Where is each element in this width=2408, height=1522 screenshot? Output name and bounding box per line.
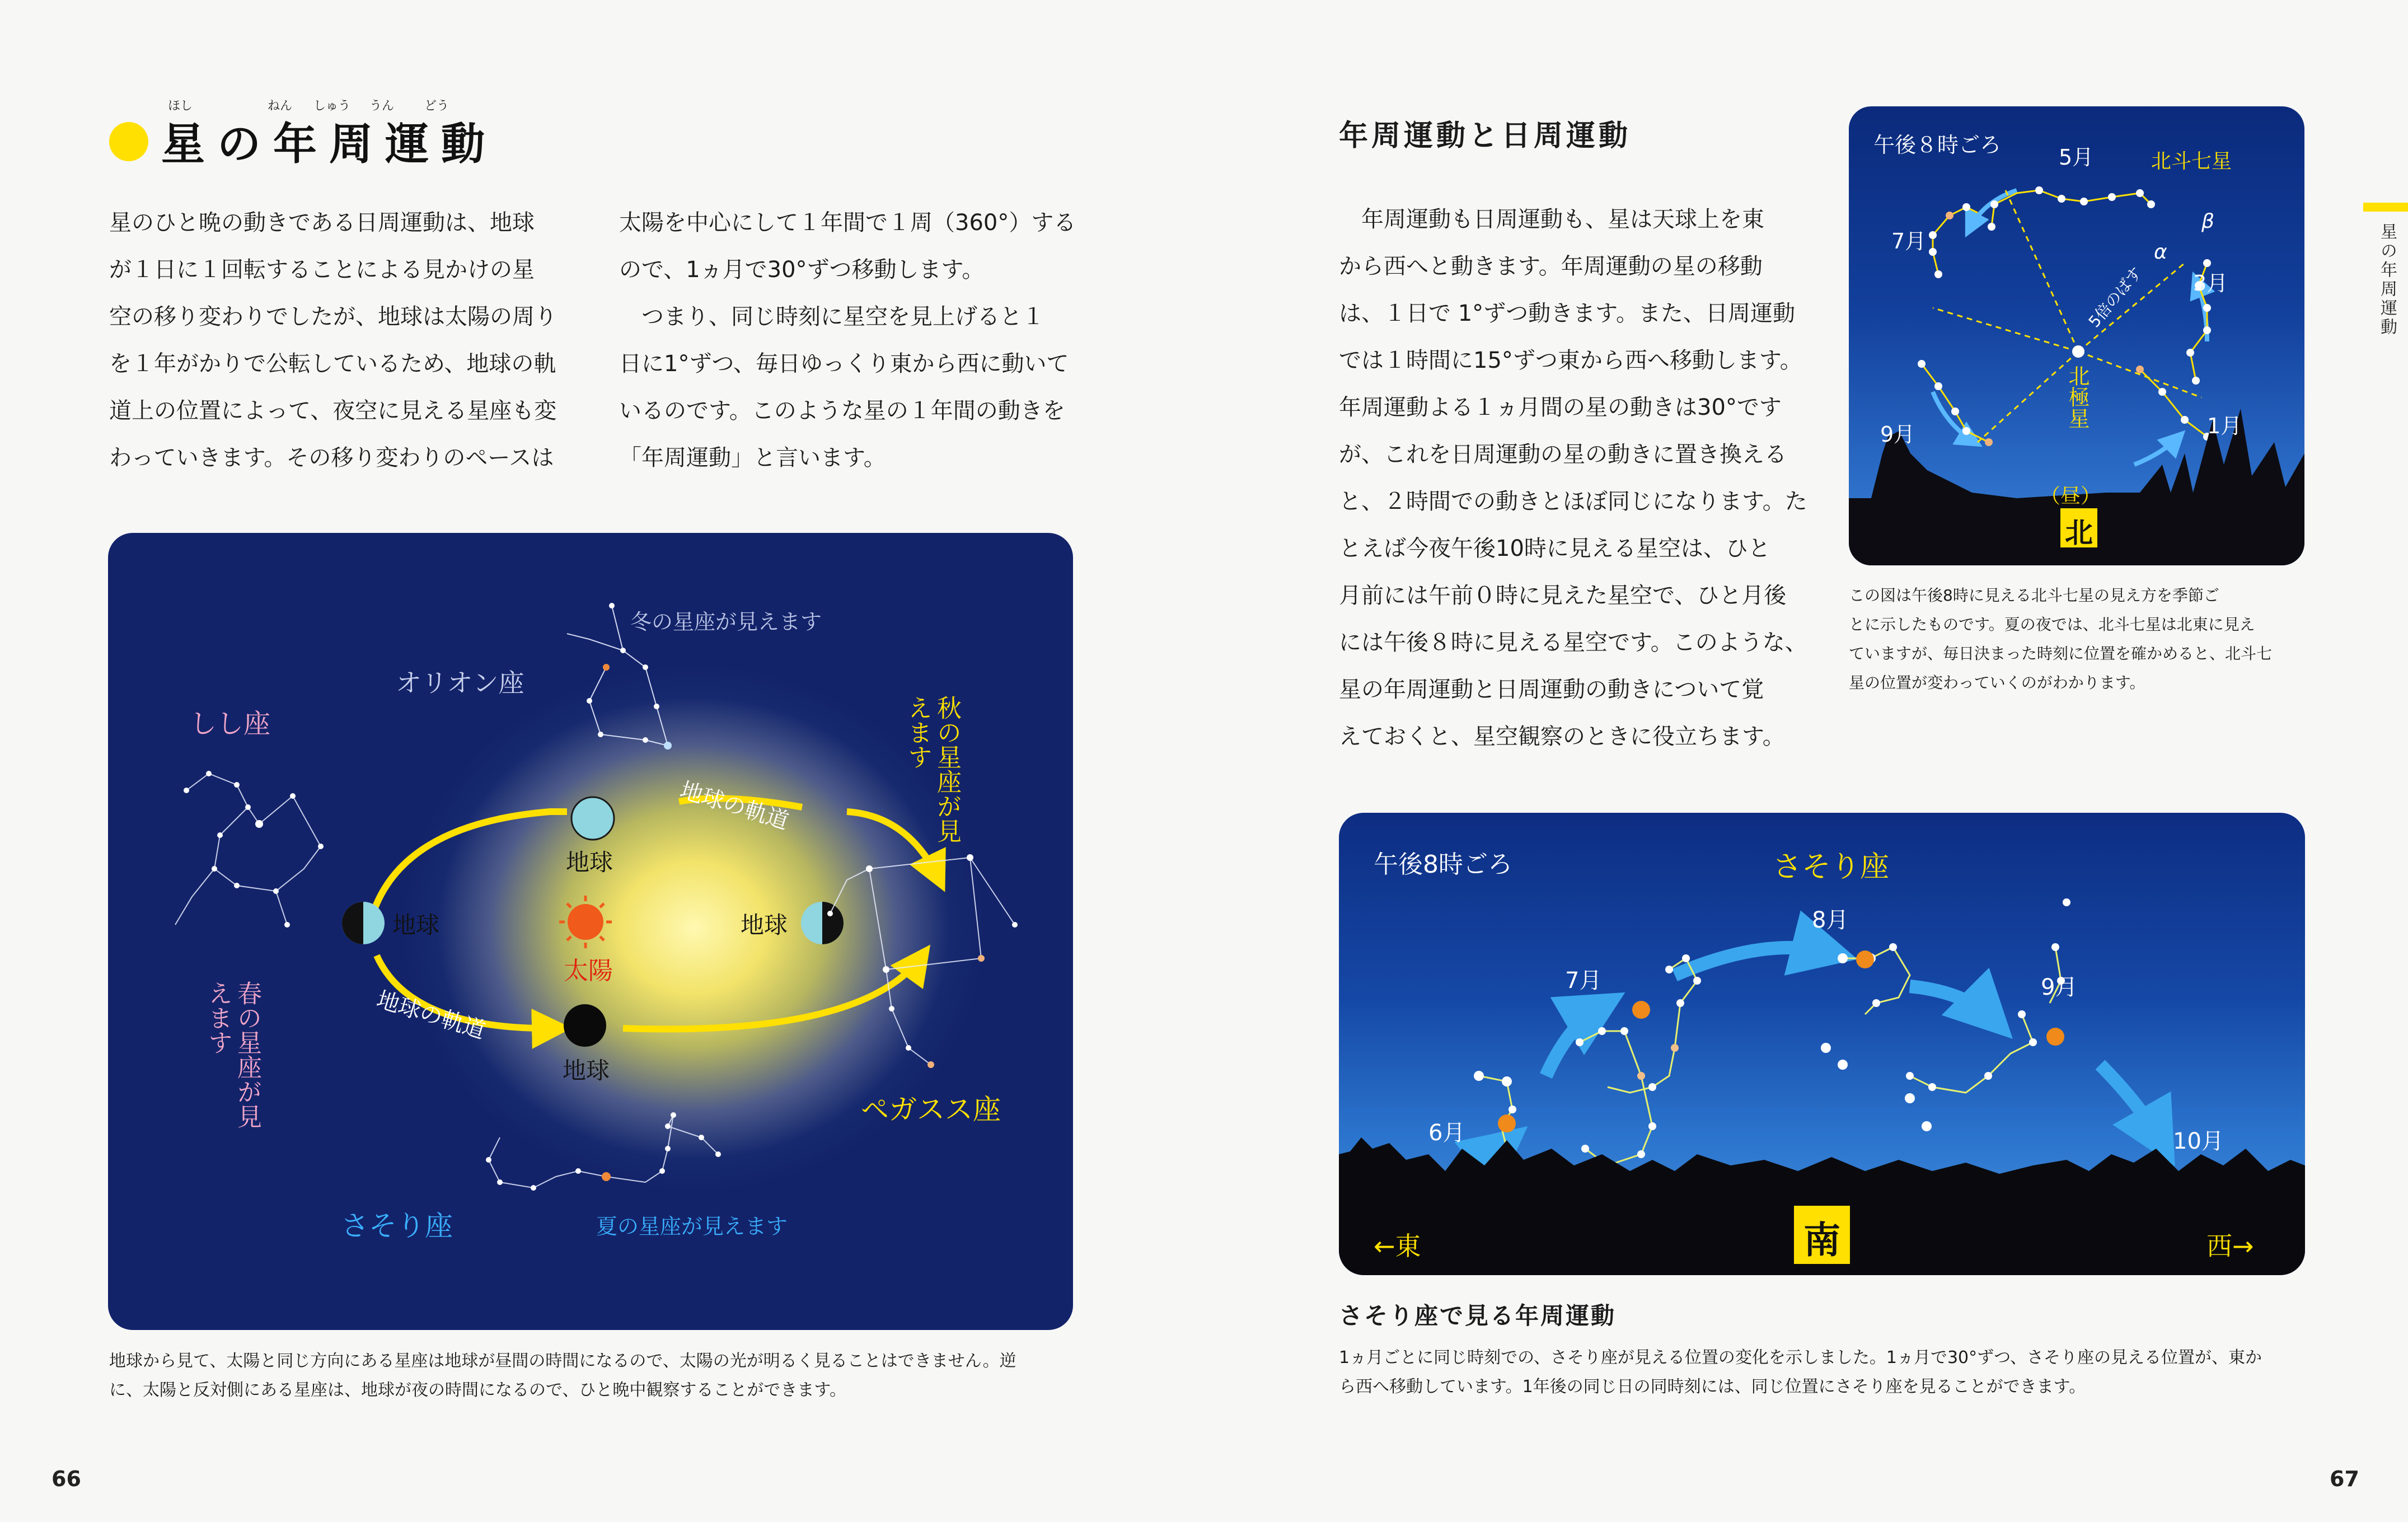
text-line: 年周運動よる１ヵ月間の星の動きは30°です — [1339, 395, 1782, 420]
leo-stars — [184, 771, 324, 928]
scorpio-name-label: さそり座 — [1773, 850, 1890, 884]
dipper-month-5: 5月 — [2059, 145, 2094, 170]
page-number-right: 67 — [2330, 1467, 2359, 1491]
text-line: は、１日で 1°ずつ動きます。また、日周運動 — [1339, 301, 1795, 326]
earth-right-label: 地球 — [741, 911, 788, 939]
caption-line: ていますが、毎日決まった時刻に位置を確かめると、北斗七 — [1849, 644, 2273, 663]
text-line: と、２時間での動きとほぼ同じになります。た — [1339, 489, 1807, 514]
text-line: つまり、同じ時刻に星空を見上げると１ — [619, 304, 1044, 330]
orbit-caption — [109, 1347, 1016, 1405]
text-line: 「年周運動」と言います。 — [619, 445, 886, 471]
pegasus-constellation — [830, 858, 1015, 1065]
text-line: えておくと、星空観察のときに役立ちます。 — [1339, 724, 1785, 750]
leo-constellation — [175, 774, 321, 925]
text-line: が１日に１回転することによる見かけの星 — [109, 257, 535, 283]
spring-caption: 春の星座が見えます — [204, 981, 261, 1128]
ruby: どう — [424, 99, 449, 113]
dipper-month-9: 9月 — [1880, 422, 1915, 447]
text-line: 道上の位置によって、夜空に見える星座も変 — [109, 398, 557, 424]
caption-line: に、太陽と反対側にある星座は、地球が夜の時間になるので、ひと晩中観察することができます。 — [109, 1380, 846, 1400]
text-line: 年周運動も日周運動も、星は天球上を東 — [1339, 207, 1764, 232]
big-dipper-label: 北斗七星 — [2151, 150, 2232, 173]
orbit-label-top: 地球の軌道 — [677, 777, 792, 835]
winter-caption: 冬の星座が見えます — [630, 610, 822, 634]
scorpio-time-label: 午後8時ごろ — [1374, 850, 1512, 879]
orbit-arc-left — [371, 812, 567, 919]
ruby: ほし — [168, 99, 193, 113]
text-line: 星の年周運動と日周運動の動きについて覚 — [1339, 677, 1764, 703]
scorpio-diagram — [1339, 813, 2305, 1275]
side-tab-label: 星の年周運動 — [2377, 223, 2397, 337]
earth-bottom-label: 地球 — [563, 1057, 610, 1084]
text-line: 太陽を中心にして１年間で１周（360°）する — [619, 210, 1076, 236]
scorpio-caption — [1339, 1343, 2262, 1402]
dipper-month-1: 1月 — [2207, 414, 2242, 438]
big-dipper-diagram — [1849, 106, 2304, 565]
text-line: には午後８時に見える星空です。このような、 — [1339, 630, 1807, 655]
polaris-star — [2072, 345, 2084, 358]
caption-line: この図は午後8時に見える北斗七星の見え方を季節ご — [1849, 586, 2219, 605]
scorpio-month-9: 9月 — [2041, 975, 2078, 1000]
noon-label: （昼） — [2040, 485, 2101, 508]
dipper-caption — [1849, 581, 2272, 697]
side-tab-bar — [2363, 203, 2408, 212]
beta-label: β — [2201, 210, 2214, 233]
earth-top-icon — [571, 797, 614, 840]
east-label: ←東 — [1374, 1231, 1421, 1261]
orion-label: オリオン座 — [396, 668, 524, 698]
alpha-label: α — [2154, 241, 2167, 264]
ruby: しゅう — [313, 99, 351, 113]
orbit-arc-bottom-right — [623, 956, 922, 1029]
scorpius-stars — [486, 1112, 721, 1191]
earth-left-label: 地球 — [392, 911, 440, 939]
summer-caption: 夏の星座が見えます — [596, 1214, 788, 1239]
orbit-diagram — [108, 533, 1073, 1330]
north-label: 北 — [2065, 517, 2093, 549]
text-line: では１時間に15°ずつ東から西へ移動します。 — [1339, 348, 1802, 373]
title-bullet-icon — [109, 122, 148, 161]
text-line: ので、1ヵ月で30°ずつ移動します。 — [619, 257, 985, 283]
sun-icon — [559, 896, 612, 948]
earth-top-label: 地球 — [566, 849, 613, 876]
dipper-month-3: 3月 — [2193, 271, 2228, 296]
scorpio-label: さそり座 — [341, 1210, 453, 1242]
body-column-right — [1339, 196, 1807, 760]
scorpio-month-8: 8月 — [1812, 907, 1849, 933]
text-line: わっていきます。その移り変わりのペースは — [109, 445, 554, 471]
dipper-time-label: 午後８時ごろ — [1873, 133, 2002, 157]
text-line: 日に1°ずつ、毎日ゆっくり東から西に動いて — [619, 351, 1069, 377]
scorpio-month-6: 6月 — [1428, 1120, 1465, 1146]
text-line: いるのです。このような星の１年間の動きを — [619, 398, 1065, 424]
scorpio-month-7: 7月 — [1565, 968, 1602, 994]
body-column-2 — [619, 199, 1076, 481]
earth-right-icon — [801, 902, 844, 944]
ruby: ねん — [268, 99, 293, 113]
dipper-month-7: 7月 — [1891, 229, 1927, 254]
leo-label: しし座 — [190, 708, 271, 739]
text-line: 空の移り変わりでしたが、地球は太陽の周り — [109, 304, 557, 330]
page-number-left: 66 — [51, 1467, 81, 1491]
page-title: 星の年周運動 — [161, 119, 498, 170]
west-label: 西→ — [2206, 1231, 2254, 1261]
section-title: 年周運動と日周運動 — [1339, 119, 1632, 153]
autumn-caption: 秋の星座が見えます — [903, 695, 961, 843]
sun-label: 太陽 — [564, 957, 613, 985]
caption-line: ら西へ移動しています。1年後の同じ日の同時刻には、同じ位置にさそり座を見ることができます。 — [1339, 1377, 2086, 1397]
scorpio-month-10: 10月 — [2173, 1128, 2224, 1154]
text-line: から西へと動きます。年周運動の星の移動 — [1339, 254, 1763, 279]
text-line: が、これを日周運動の星の動きに置き換える — [1339, 442, 1787, 467]
body-column-1 — [109, 199, 557, 481]
scorpio-section-title: さそり座で見る年周運動 — [1339, 1302, 1617, 1329]
earth-bottom-icon — [564, 1004, 606, 1047]
ruby: うん — [369, 99, 395, 113]
text-line: 月前には午前０時に見えた星空で、ひと月後 — [1339, 583, 1787, 608]
caption-line: 星の位置が変わっていくのがわかります。 — [1849, 673, 2145, 692]
caption-line: 地球から見て、太陽と同じ方向にある星座は地球が昼間の時間になるので、太陽の光が明るく見ることはできません。逆 — [109, 1351, 1016, 1371]
polaris-label: 北極星 — [2065, 365, 2090, 429]
earth-left-icon — [342, 902, 385, 944]
orbit-diagram-graphic — [108, 533, 1073, 1330]
pegasus-label: ペガスス座 — [861, 1093, 1001, 1126]
text-line: を１年がかりで公転しているため、地球の軌 — [109, 351, 556, 377]
text-line: 星のひと晩の動きである日周運動は、地球 — [109, 210, 535, 236]
orbit-label-bottom: 地球の軌道 — [373, 986, 489, 1045]
five-times-label: 5倍のばす — [2084, 263, 2146, 331]
caption-line: とに示したものです。夏の夜では、北斗七星は北東に見え — [1849, 615, 2255, 634]
text-line: とえば今夜午後10時に見える星空は、ひと — [1339, 536, 1770, 561]
south-label: 南 — [1803, 1219, 1840, 1262]
caption-line: 1ヵ月ごとに同じ時刻での、さそり座が見える位置の変化を示しました。1ヵ月で30°ずつ、さそり座の見える位置が、東か — [1339, 1348, 2262, 1368]
